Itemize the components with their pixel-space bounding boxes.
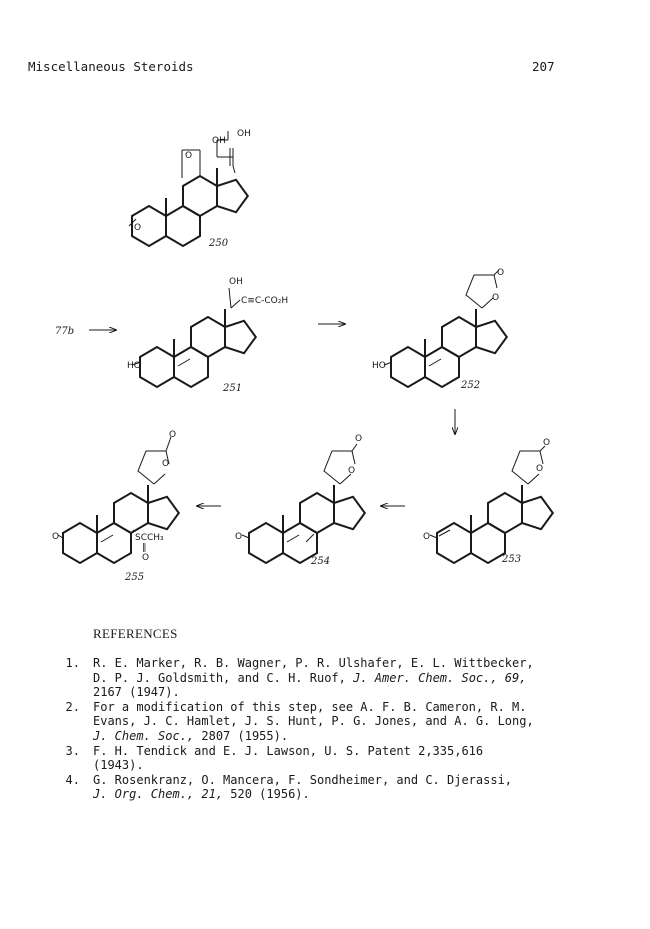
reference-number: 1. — [65, 656, 80, 670]
substituent: C≡C-CO₂H — [241, 296, 289, 306]
reference-line: F. H. Tendick and E. J. Lawson, U. S. Patent 2,335,616 — [93, 743, 484, 758]
substituent: O — [134, 223, 142, 233]
compound-label: 255 — [125, 572, 145, 583]
reference-line: G. Rosenkranz, O. Mancera, F. Sondheimer, and C. Djerassi, — [93, 772, 513, 787]
substituent: OH — [229, 277, 243, 287]
reference-line: For a modification of this step, see A. F. B. Cameron, R. M. — [93, 699, 527, 714]
reference-item — [60, 773, 620, 802]
compound-252 — [372, 268, 507, 391]
compound-label: 250 — [209, 238, 229, 249]
substituent: OH — [212, 136, 226, 146]
reference-line: J. Chem. Soc., 2807 (1955). — [93, 728, 289, 743]
substituent: O — [355, 434, 363, 444]
references-list — [60, 656, 620, 802]
running-head: Miscellaneous Steroids — [28, 59, 194, 74]
compound-251 — [127, 277, 288, 394]
reference-number: 4. — [65, 772, 80, 787]
reference-line: 2167 (1947). — [93, 685, 180, 700]
reference-item — [60, 744, 620, 773]
substituent: O — [423, 532, 431, 542]
substituent: O — [536, 464, 544, 474]
reference-line: J. Org. Chem., 21, 520 (1956). — [93, 787, 310, 802]
substituent: O — [348, 466, 356, 476]
substituent: O — [543, 438, 551, 448]
reference-line: (1943). — [93, 758, 144, 773]
reference-item — [60, 700, 620, 744]
substituent: O — [142, 553, 150, 563]
substituent: O — [162, 459, 170, 469]
compound-253 — [423, 438, 553, 565]
substituent: O — [497, 268, 505, 278]
reference-line: D. P. J. Goldsmith, and C. H. Ruof, J. Amer. Chem. Soc., 69, — [93, 670, 527, 685]
substituent: ‖ — [142, 543, 147, 553]
compound-label: 251 — [223, 383, 243, 394]
substituent: SCCH₃ — [135, 533, 164, 543]
compound-label: 254 — [311, 556, 331, 567]
reference-line: Evans, J. C. Hamlet, J. S. Hunt, P. G. Jones, and A. G. Long, — [93, 714, 534, 729]
references-heading: REFERENCES — [93, 626, 178, 641]
reference-number: 3. — [65, 743, 80, 758]
substituent: HO — [127, 361, 141, 371]
compound-255 — [52, 430, 179, 583]
substituent: O — [52, 532, 60, 542]
substituent: OH — [237, 129, 251, 139]
substituent: O — [235, 532, 243, 542]
compound-label: 253 — [502, 554, 522, 565]
substituent: HO — [372, 361, 386, 371]
substituent: O — [185, 151, 193, 161]
page-number: 207 — [532, 59, 555, 74]
substituent: O — [169, 430, 177, 440]
start-compound-ref: 77b — [55, 326, 75, 337]
substituent: O — [492, 293, 500, 303]
compound-254 — [235, 434, 365, 567]
reference-item — [60, 656, 620, 700]
reference-number: 2. — [65, 699, 80, 714]
compound-250 — [129, 129, 251, 249]
reference-line: R. E. Marker, R. B. Wagner, P. R. Ulshafer, E. L. Wittbecker, — [93, 656, 534, 670]
compound-label: 252 — [461, 380, 481, 391]
